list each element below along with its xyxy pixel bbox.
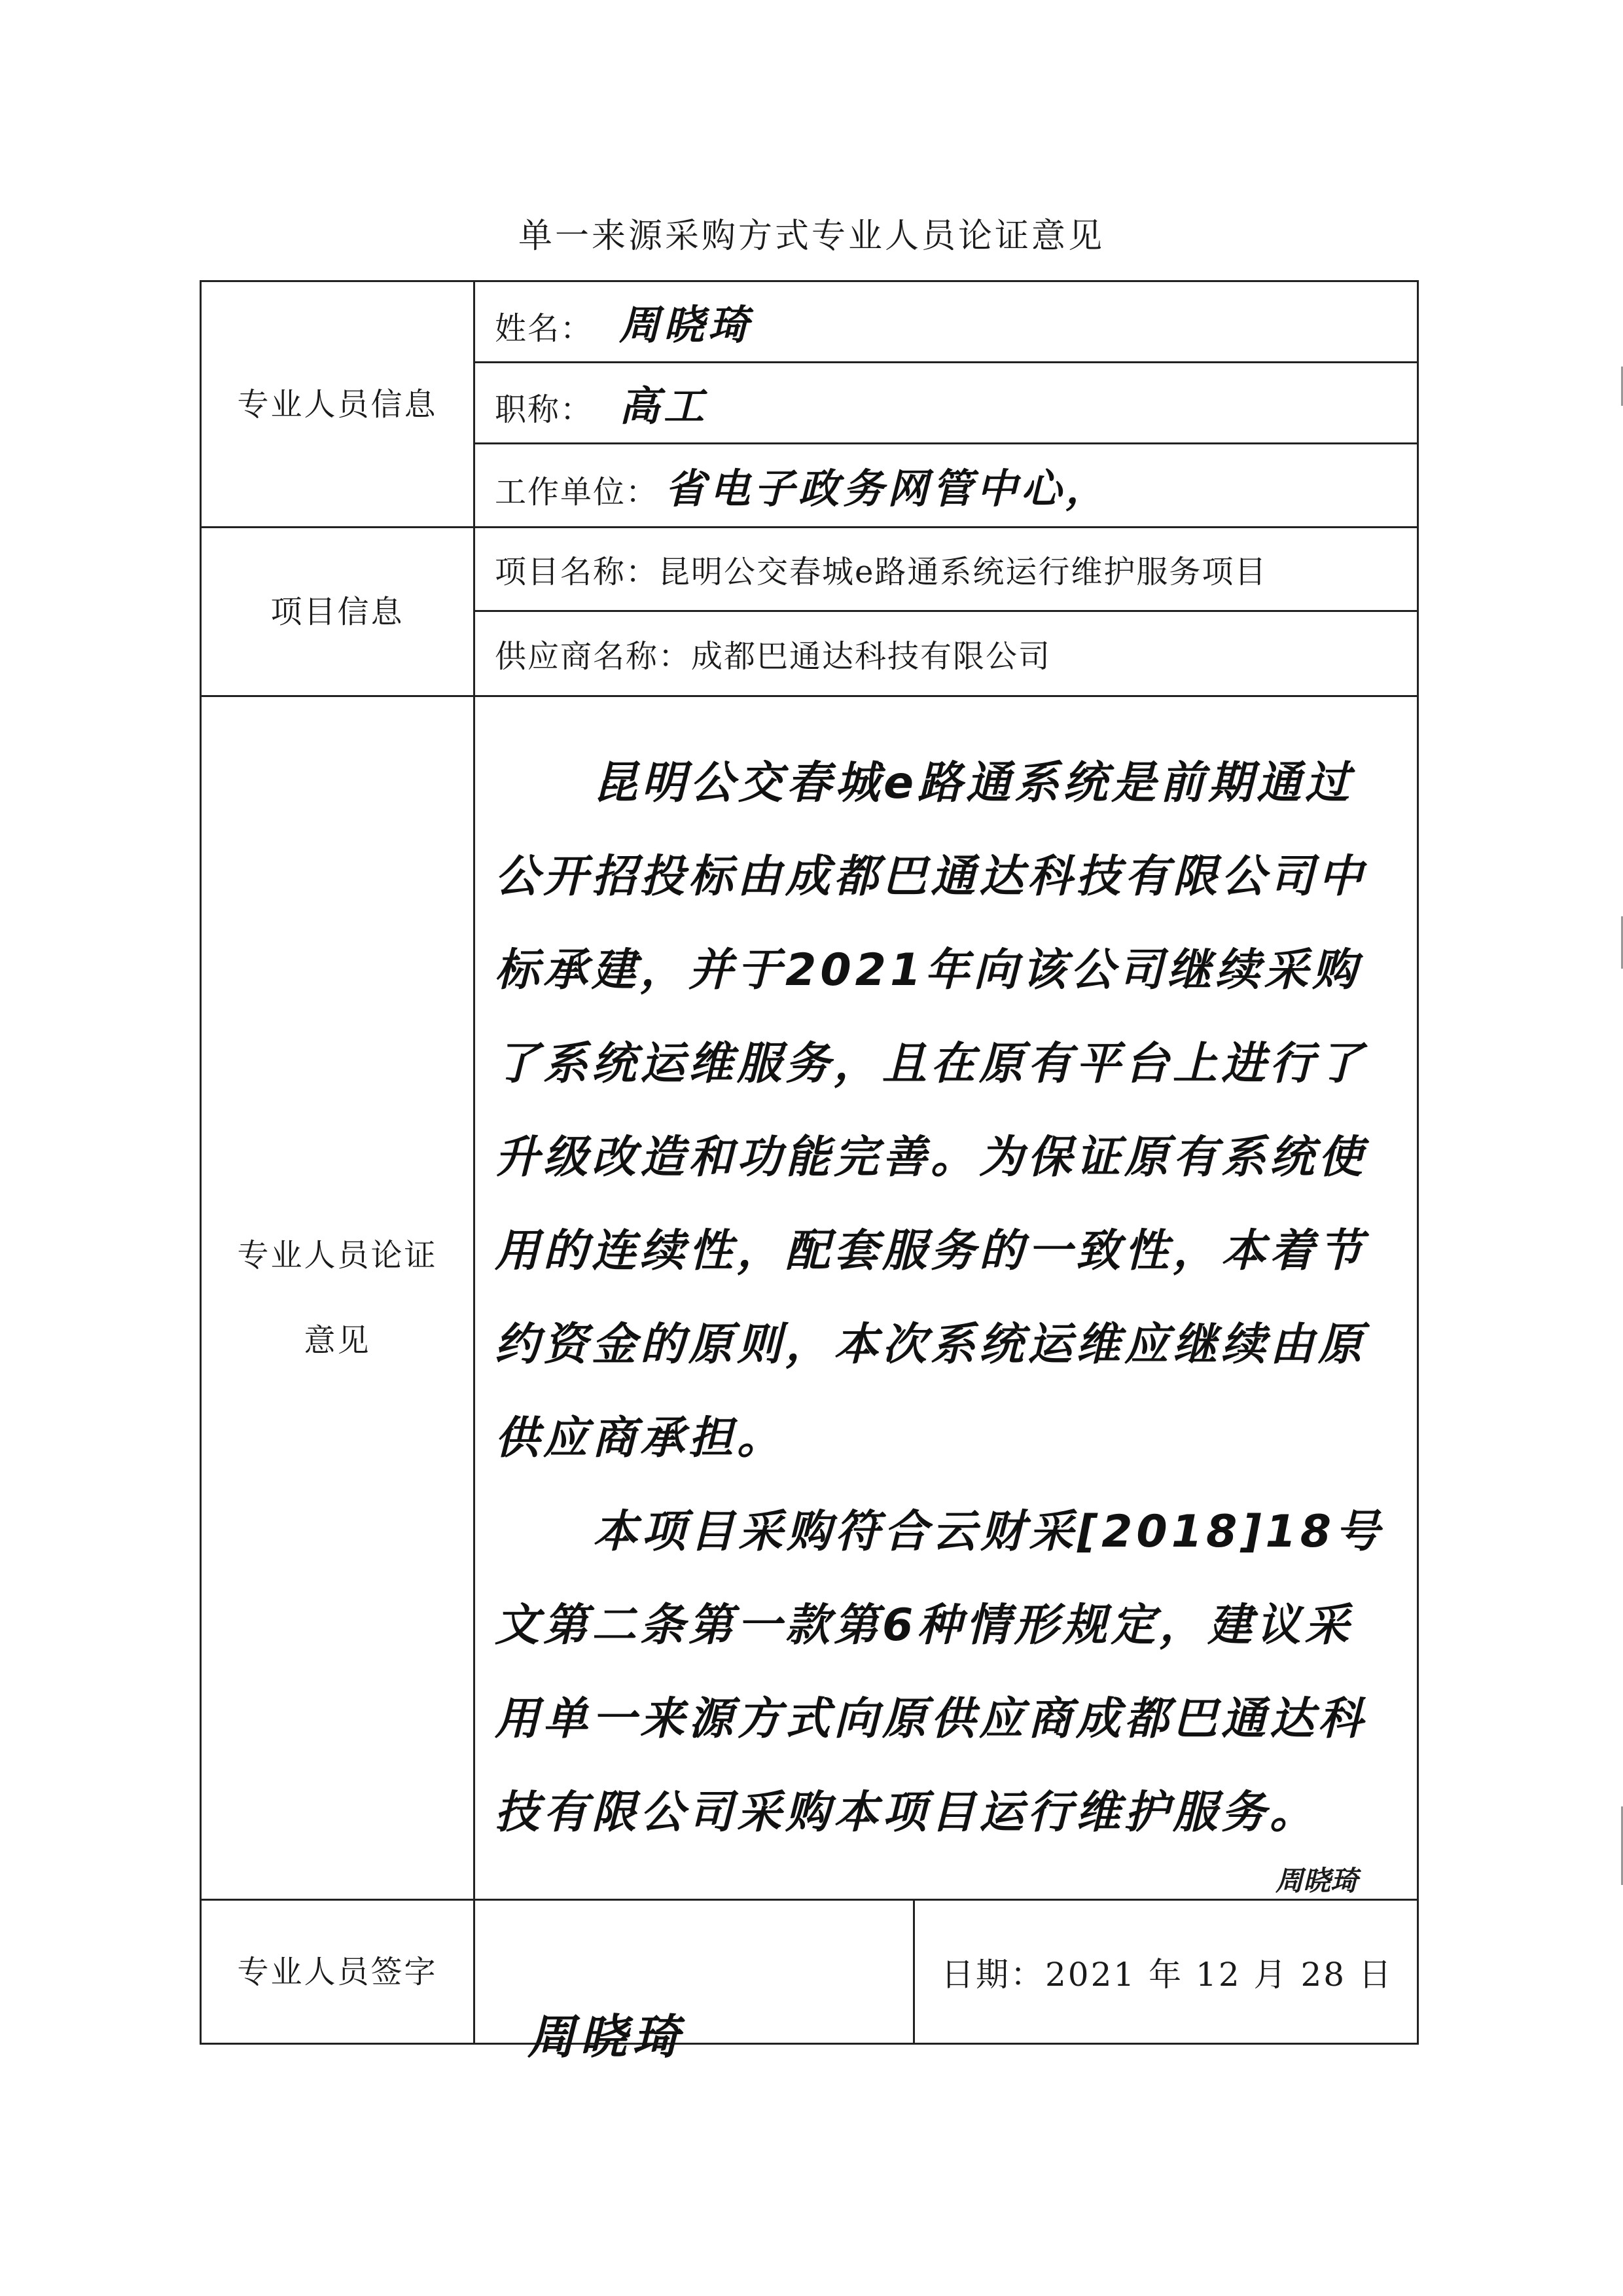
signature-row [201,1900,1418,2044]
project-name-row [201,528,1418,611]
employer-label: 工作单位： [495,474,659,511]
name-label: 姓名： [495,310,594,347]
supplier-label: 供应商名称： [495,638,692,675]
project-name-field [474,528,1418,611]
name-value: 周晓琦 [619,301,753,349]
signature-label: 专业人员签字 [201,1900,474,2044]
expert-info-label: 专业人员信息 [201,281,474,528]
project-name-label: 项目名称： [495,554,659,590]
project-name-value: 昆明公交春城e路通系统运行维护服务项目 [658,554,1268,590]
document-title: 单一来源采购方式专业人员论证意见 [518,217,1105,256]
title-field [474,363,1418,444]
opinion-paragraph-1: 昆明公交春城e路通系统是前期通过公开招投标由成都巴通达科技有限公司中标承建，并于2021年向该公司继续采购了系统运维服务，且在原有平台上进行了升级改造和功能完善。为保证原有系统使用的连续性，配套服务的一致性，本着节约资金的原则，本次系统运维应继续由原供应商承担。 [495,757,1367,1464]
name-field [474,281,1418,363]
handwritten-signature: 周晓琦 [527,2009,685,2064]
title-label: 职称： [495,391,594,428]
supplier-value: 成都巴通达科技有限公司 [691,638,1052,675]
opinion-row [201,696,1418,1900]
employer-field [474,444,1418,528]
opinion-signature: 周晓琦 [1275,1865,1358,1897]
opinion-label [201,696,474,1900]
argument-form-table [200,280,1419,2064]
opinion-label-line2: 意见 [304,1322,371,1359]
opinion-paragraph-2: 本项目采购符合云财采[2018]18号文第二条第一款第6种情形规定，建议采用单一来源方式向原供应商成都巴通达科技有限公司采购本项目运行维护服务。 [495,1506,1384,1839]
signature-cell [474,1900,914,2064]
project-info-label: 项目信息 [201,528,474,696]
employer-value: 省电子政务网管中心， [665,465,1111,512]
opinion-label-line1: 专业人员论证 [237,1237,438,1274]
date-cell: 日期：2021 年 12 月 28 日 [914,1900,1418,2044]
title-value: 高工 [619,382,709,430]
opinion-text-cell [474,696,1418,1900]
supplier-field [474,611,1418,696]
name-row [201,281,1418,363]
